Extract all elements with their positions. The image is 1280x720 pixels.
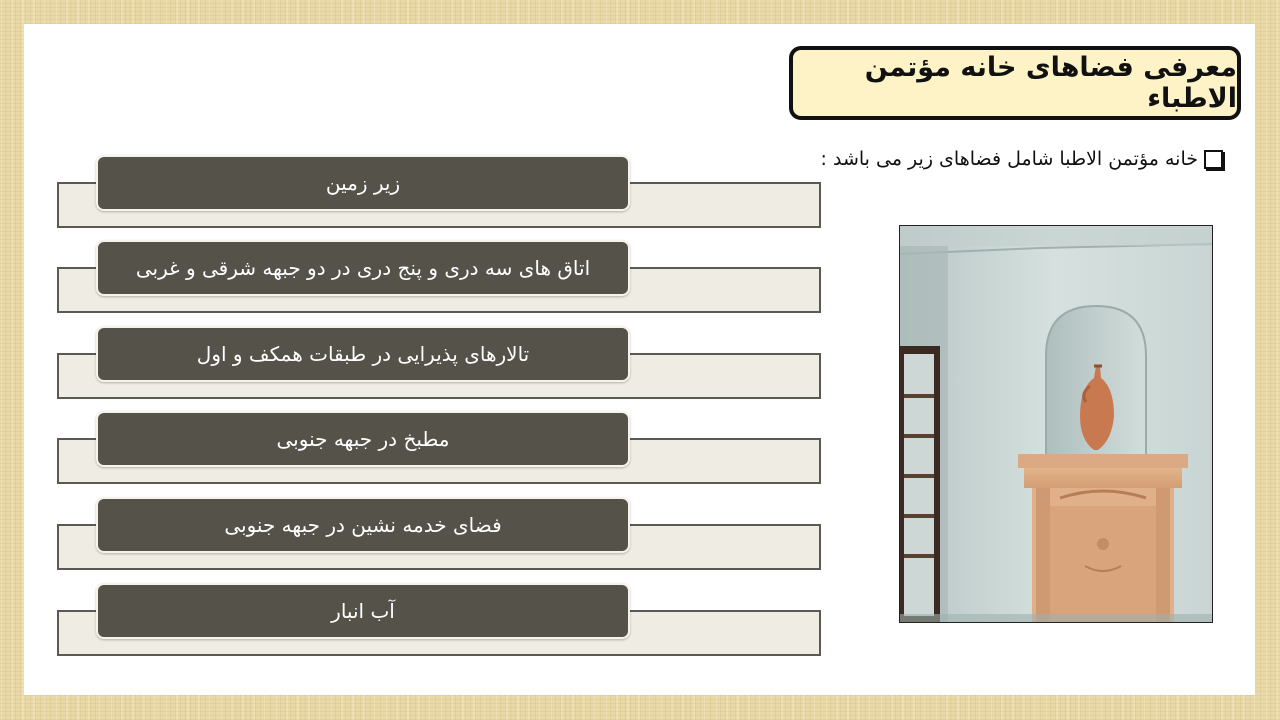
list-item	[96, 240, 630, 296]
list-item-label: زیر زمین	[325, 171, 401, 195]
list-item-label: تالارهای پذیرایی در طبقات همکف و اول	[196, 342, 530, 366]
list-item	[96, 583, 630, 639]
list-item-label: آب انبار	[331, 599, 395, 623]
intro-bullet	[793, 148, 1223, 170]
slide-title: معرفی فضاهای خانه مؤتمن الاطباء	[864, 52, 1237, 114]
list-item	[96, 497, 630, 553]
fireplace-photo	[899, 225, 1213, 623]
fireplace-illustration	[900, 226, 1212, 622]
square-bullet-icon	[1204, 150, 1223, 169]
list-item-label: فضای خدمه نشین در جبهه جنوبی	[224, 513, 502, 537]
slide-title-box	[789, 46, 1241, 120]
intro-text: خانه مؤتمن الاطبا شامل فضاهای زیر می باشد :	[820, 148, 1198, 170]
list-item	[96, 411, 630, 467]
list-item	[96, 155, 630, 211]
list-item-label: اتاق های سه دری و پنج دری در دو جبهه شرقی و غربی	[135, 256, 591, 280]
slide	[24, 24, 1255, 695]
list-item	[96, 326, 630, 382]
list-item-label: مطبخ در جبهه جنوبی	[276, 427, 450, 451]
